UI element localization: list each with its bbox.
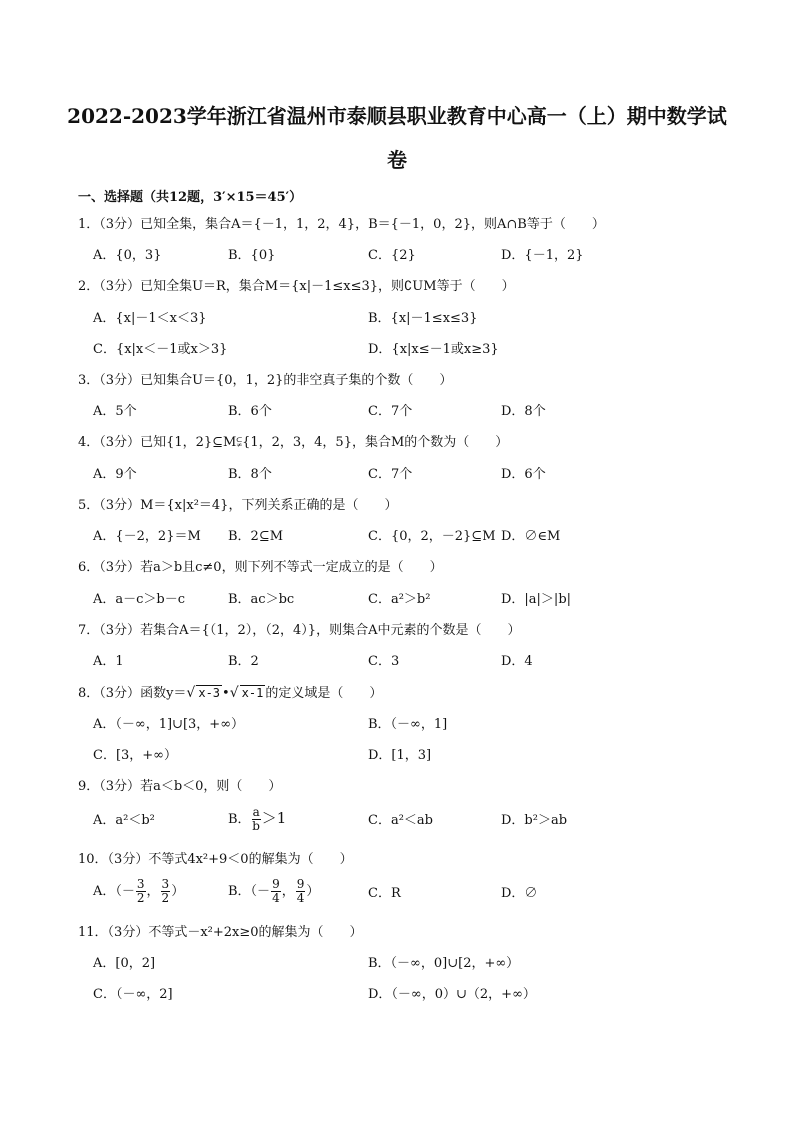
fraction bbox=[161, 878, 171, 905]
fraction bbox=[296, 878, 306, 905]
question-score: （3分） bbox=[107, 925, 149, 940]
option-c: C．{0，2，－2}⊆M bbox=[368, 529, 496, 544]
question-number: 10． bbox=[78, 852, 108, 867]
question-number: 3． bbox=[78, 373, 100, 388]
question-number: 5． bbox=[78, 498, 100, 513]
option-d: D．[1，3] bbox=[368, 748, 432, 763]
question-2 bbox=[78, 279, 515, 295]
question-9 bbox=[78, 779, 281, 795]
question-stem: M＝{x|x²＝4}，下列关系正确的是（ ） bbox=[140, 498, 398, 513]
fraction-numerator: 9 bbox=[296, 877, 305, 891]
option-b: B．8个 bbox=[228, 467, 272, 482]
option-suffix: ） bbox=[171, 884, 185, 899]
option-c: C．7个 bbox=[368, 404, 413, 419]
question-number: 2． bbox=[78, 279, 100, 294]
option-b: B．2⊆M bbox=[228, 529, 284, 544]
option-label: B． bbox=[228, 812, 251, 827]
question-number: 7． bbox=[78, 623, 100, 638]
fraction-numerator: a bbox=[252, 805, 260, 819]
question-score: （3分） bbox=[99, 217, 141, 232]
question-4 bbox=[78, 435, 508, 451]
fraction-denominator: 4 bbox=[272, 891, 280, 905]
option-d: D．4 bbox=[501, 654, 533, 669]
fraction-denominator: b bbox=[252, 819, 260, 833]
question-stem: 若a＞b且c≠0，则下列不等式一定成立的是（ ） bbox=[140, 560, 443, 575]
option-d: D．b²＞ab bbox=[501, 813, 568, 828]
option-c: C．（－∞，2] bbox=[93, 987, 173, 1002]
option-a: A．（－∞，1]∪[3，+∞） bbox=[93, 717, 245, 732]
multiply-dot: • bbox=[222, 686, 230, 701]
fraction-denominator: 2 bbox=[136, 891, 145, 905]
question-number: 11． bbox=[78, 925, 108, 940]
question-stem: 若集合A＝{（1，2），（2，4）}，则集合A中元素的个数是（ ） bbox=[140, 623, 521, 638]
question-6 bbox=[78, 560, 443, 576]
option-a: A．{0，3} bbox=[93, 248, 162, 263]
option-separator: ， bbox=[281, 884, 295, 899]
question-score: （3分） bbox=[99, 498, 141, 513]
sqrt-symbol: √ bbox=[229, 685, 239, 701]
question-stem: 不等式4x²+9＜0的解集为（ ） bbox=[148, 852, 353, 867]
question-stem: 不等式－x²+2x≥0的解集为（ ） bbox=[148, 925, 363, 940]
option-a bbox=[93, 878, 184, 905]
option-c: C．a²＞b² bbox=[368, 592, 431, 607]
question-number: 6． bbox=[78, 560, 100, 575]
option-prefix: B．（－ bbox=[228, 884, 271, 899]
option-b: B．（－∞，1] bbox=[368, 717, 448, 732]
question-score: （3分） bbox=[99, 373, 141, 388]
option-b: B．{x|－1≤x≤3} bbox=[368, 311, 478, 326]
question-score: （3分） bbox=[99, 779, 141, 794]
fraction-denominator: 2 bbox=[161, 891, 170, 905]
option-d: D．6个 bbox=[501, 467, 546, 482]
option-a: A．a－c＞b－c bbox=[93, 592, 186, 607]
option-c: C．a²＜ab bbox=[368, 813, 433, 828]
question-8 bbox=[78, 685, 382, 702]
radicand: x-1 bbox=[241, 686, 264, 700]
fraction bbox=[136, 878, 146, 905]
option-a: A．1 bbox=[93, 654, 124, 669]
option-suffix: ） bbox=[306, 884, 320, 899]
option-a: A．{x|－1＜x＜3} bbox=[93, 311, 207, 326]
option-a: A．[0，2] bbox=[93, 956, 156, 971]
question-number: 8． bbox=[78, 686, 100, 701]
option-c: C．{2} bbox=[368, 248, 416, 263]
option-b bbox=[228, 806, 286, 833]
question-score: （3分） bbox=[99, 686, 141, 701]
option-c: C．[3，+∞） bbox=[93, 748, 178, 763]
option-d: D．∅ bbox=[501, 886, 538, 901]
question-3 bbox=[78, 373, 452, 389]
question-1 bbox=[78, 217, 605, 233]
question-stem: 已知{1，2}⊆M⫋{1，2，3，4，5}，集合M的个数为（ ） bbox=[140, 435, 509, 450]
question-number: 1． bbox=[78, 217, 100, 232]
option-d: D．{－1，2} bbox=[501, 248, 584, 263]
page-title-line1: 2022-2023学年浙江省温州市泰顺县职业教育中心高一（上）期中数学试 bbox=[67, 104, 727, 128]
question-number: 4． bbox=[78, 435, 100, 450]
option-c: C．3 bbox=[368, 654, 400, 669]
option-rest: ＞1 bbox=[261, 809, 287, 827]
section-heading: 一、选择题（共12题，3′×15＝45′） bbox=[78, 190, 303, 205]
option-d: D．8个 bbox=[501, 404, 546, 419]
question-score: （3分） bbox=[99, 435, 141, 450]
fraction-denominator: 4 bbox=[296, 891, 305, 905]
option-separator: ， bbox=[146, 884, 160, 899]
question-stem-prefix: 函数y＝ bbox=[140, 686, 187, 701]
option-b: B．（－∞，0]∪[2，+∞） bbox=[368, 956, 520, 971]
question-score: （3分） bbox=[107, 852, 149, 867]
option-c: C．{x|x＜－1或x＞3} bbox=[93, 342, 228, 357]
option-b bbox=[228, 878, 319, 905]
question-score: （3分） bbox=[99, 560, 141, 575]
question-stem-suffix: 的定义域是（ ） bbox=[265, 686, 383, 701]
option-d: D．|a|＞|b| bbox=[501, 592, 572, 607]
question-stem: 若a＜b＜0，则（ ） bbox=[140, 779, 282, 794]
option-d: D．{x|x≤－1或x≥3} bbox=[368, 342, 499, 357]
option-b: B．2 bbox=[228, 654, 259, 669]
option-b: B．6个 bbox=[228, 404, 272, 419]
question-10 bbox=[78, 852, 353, 868]
option-a: A．5个 bbox=[93, 404, 137, 419]
option-c: C．R bbox=[368, 886, 401, 901]
question-score: （3分） bbox=[99, 623, 141, 638]
option-b: B．{0} bbox=[228, 248, 276, 263]
question-stem: 已知全集U＝R，集合M＝{x|－1≤x≤3}，则∁UM等于（ ） bbox=[140, 279, 515, 294]
sqrt-symbol: √ bbox=[186, 685, 196, 701]
question-stem: 已知集合U＝{0，1，2}的非空真子集的个数（ ） bbox=[140, 373, 453, 388]
option-d: D．∅∈M bbox=[501, 529, 561, 544]
question-7 bbox=[78, 623, 520, 639]
question-5 bbox=[78, 498, 397, 514]
question-stem: 已知全集，集合A＝{－1，1，2，4}，B＝{－1，0，2}，则A∩B等于（ ） bbox=[140, 217, 605, 232]
radicand: x-3 bbox=[198, 686, 221, 700]
option-a: A．9个 bbox=[93, 467, 137, 482]
fraction-numerator: 3 bbox=[161, 877, 170, 891]
question-score: （3分） bbox=[99, 279, 141, 294]
option-a: A．{－2，2}＝M bbox=[93, 529, 201, 544]
fraction bbox=[271, 878, 281, 905]
fraction-numerator: 3 bbox=[136, 877, 145, 891]
option-prefix: A．（－ bbox=[93, 884, 135, 899]
option-c: C．7个 bbox=[368, 467, 413, 482]
option-a: A．a²＜b² bbox=[93, 813, 155, 828]
fraction-numerator: 9 bbox=[272, 877, 280, 891]
question-number: 9． bbox=[78, 779, 100, 794]
question-11 bbox=[78, 925, 363, 941]
option-d: D．（－∞，0）∪（2，+∞） bbox=[368, 987, 536, 1002]
option-b: B．ac＞bc bbox=[228, 592, 295, 607]
page-title-line2: 卷 bbox=[387, 148, 407, 172]
fraction bbox=[252, 806, 261, 833]
